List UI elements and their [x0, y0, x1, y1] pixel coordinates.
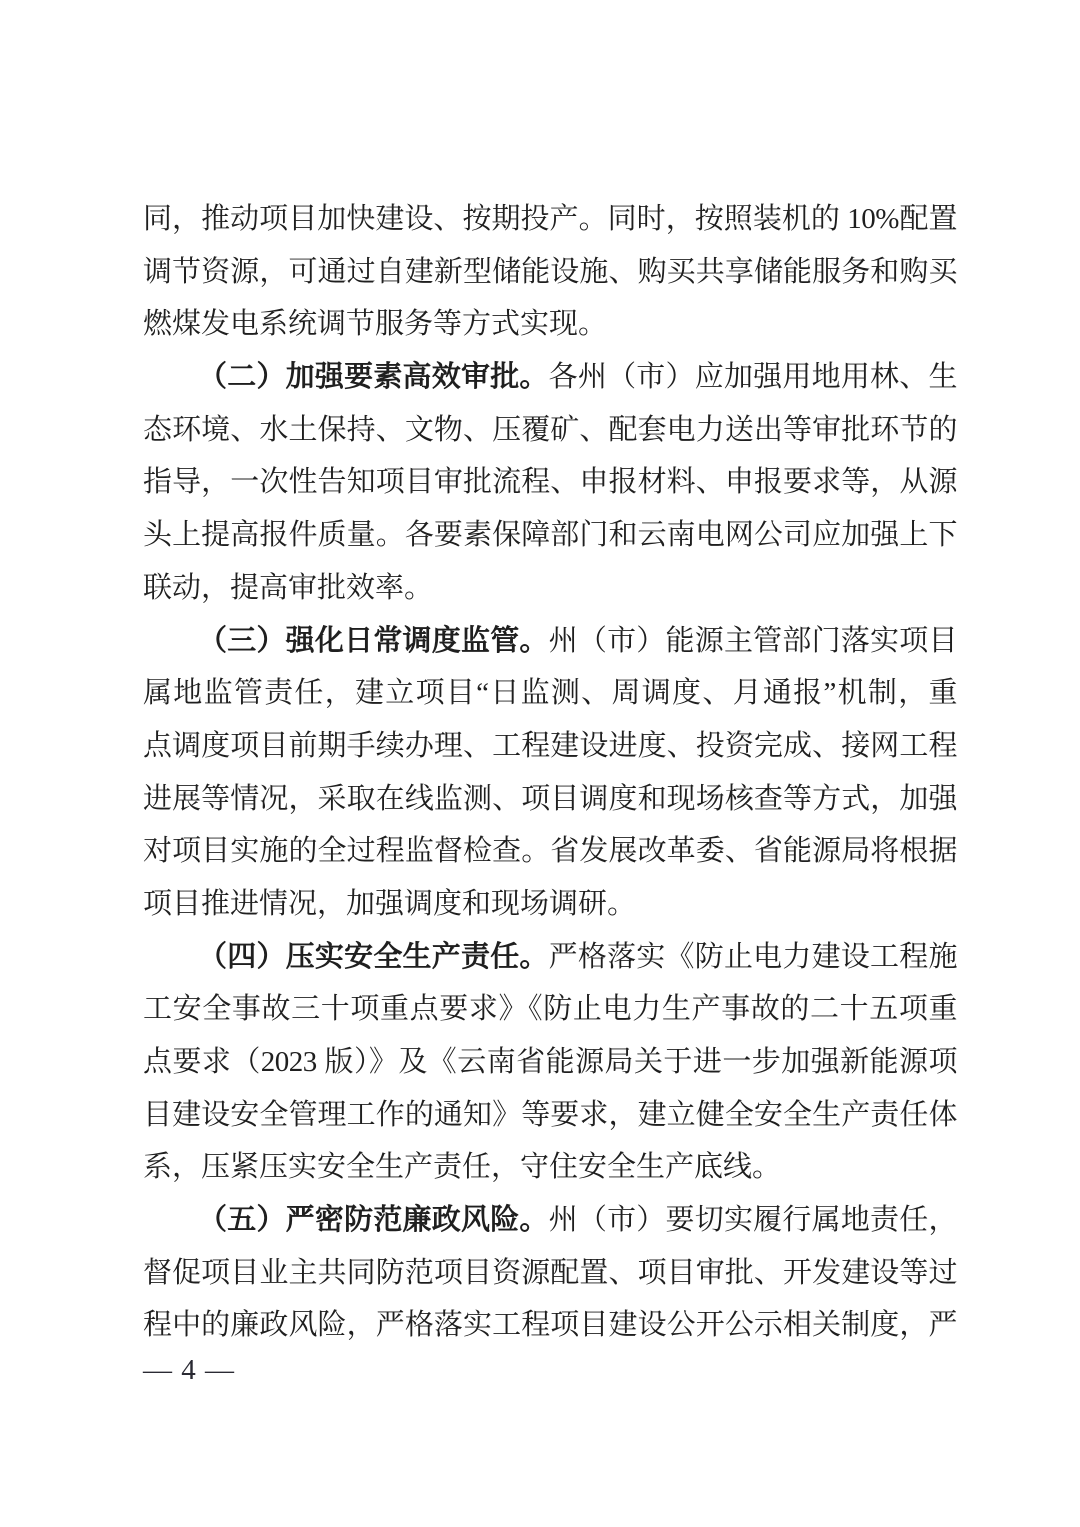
text-line: 同，推动项目加快建设、按期投产。同时，按照装机的 10%配置 — [143, 203, 957, 235]
text-line: 指导，一次性告知项目审批流程、申报材料、申报要求等，从源 — [143, 466, 957, 499]
section-heading: （三）强化日常调度监管。 — [198, 624, 549, 657]
section-body-text: 严格落实《防止电力建设工程施 — [548, 940, 957, 973]
text-line: 燃煤发电系统调节服务等方式实现。 — [143, 308, 608, 341]
section-heading: （四）压实安全生产责任。 — [198, 940, 549, 973]
text-line: 项目推进情况，加强调度和现场调研。 — [143, 887, 637, 920]
text-line: 点要求（2023 版）》及《云南省能源局关于进一步加强新能源项 — [143, 1046, 957, 1078]
text-line: 态环境、水土保持、文物、压覆矿、配套电力送出等审批环节的 — [143, 413, 957, 446]
text-line: 对项目实施的全过程监督检查。省发展改革委、省能源局将根据 — [143, 835, 957, 868]
text-line: 联动，提高审批效率。 — [143, 571, 434, 604]
text-line: 系，压紧压实安全生产责任，守住安全生产底线。 — [143, 1151, 782, 1184]
text-line: 进展等情况，采取在线监测、项目调度和现场核查等方式，加强 — [143, 782, 957, 815]
text-line: 工安全事故三十项重点要求》《防止电力生产事故的二十五项重 — [143, 993, 957, 1026]
text-line: 调节资源，可通过自建新型储能设施、购买共享储能服务和购买 — [143, 255, 957, 288]
section-body-text: 州（市）要切实履行属地责任， — [548, 1204, 957, 1237]
section-body-text: 各州（市）应加强用地用林、生 — [548, 361, 957, 394]
section-body-text: 州（市）能源主管部门落实项目 — [548, 624, 957, 657]
text-line — [143, 1194, 957, 1247]
page-number: — 4 — — [143, 1354, 235, 1386]
text-line: 目建设安全管理工作的通知》等要求，建立健全安全生产责任体 — [143, 1098, 957, 1131]
text-line: 点调度项目前期手续办理、工程建设进度、投资完成、接网工程 — [143, 729, 957, 762]
text-line — [143, 351, 957, 404]
text-line: 督促项目业主共同防范项目资源配置、项目审批、开发建设等过 — [143, 1256, 957, 1289]
text-line — [143, 931, 957, 984]
text-line: 头上提高报件质量。各要素保障部门和云南电网公司应加强上下 — [143, 519, 957, 552]
text-line — [143, 615, 957, 668]
document-body — [143, 193, 957, 1352]
text-line: 程中的廉政风险，严格落实工程项目建设公开公示相关制度，严 — [143, 1309, 957, 1342]
section-heading: （二）加强要素高效审批。 — [198, 361, 549, 394]
text-line: 属地监管责任，建立项目“日监测、周调度、月通报”机制，重 — [143, 677, 957, 710]
section-heading: （五）严密防范廉政风险。 — [198, 1204, 549, 1237]
